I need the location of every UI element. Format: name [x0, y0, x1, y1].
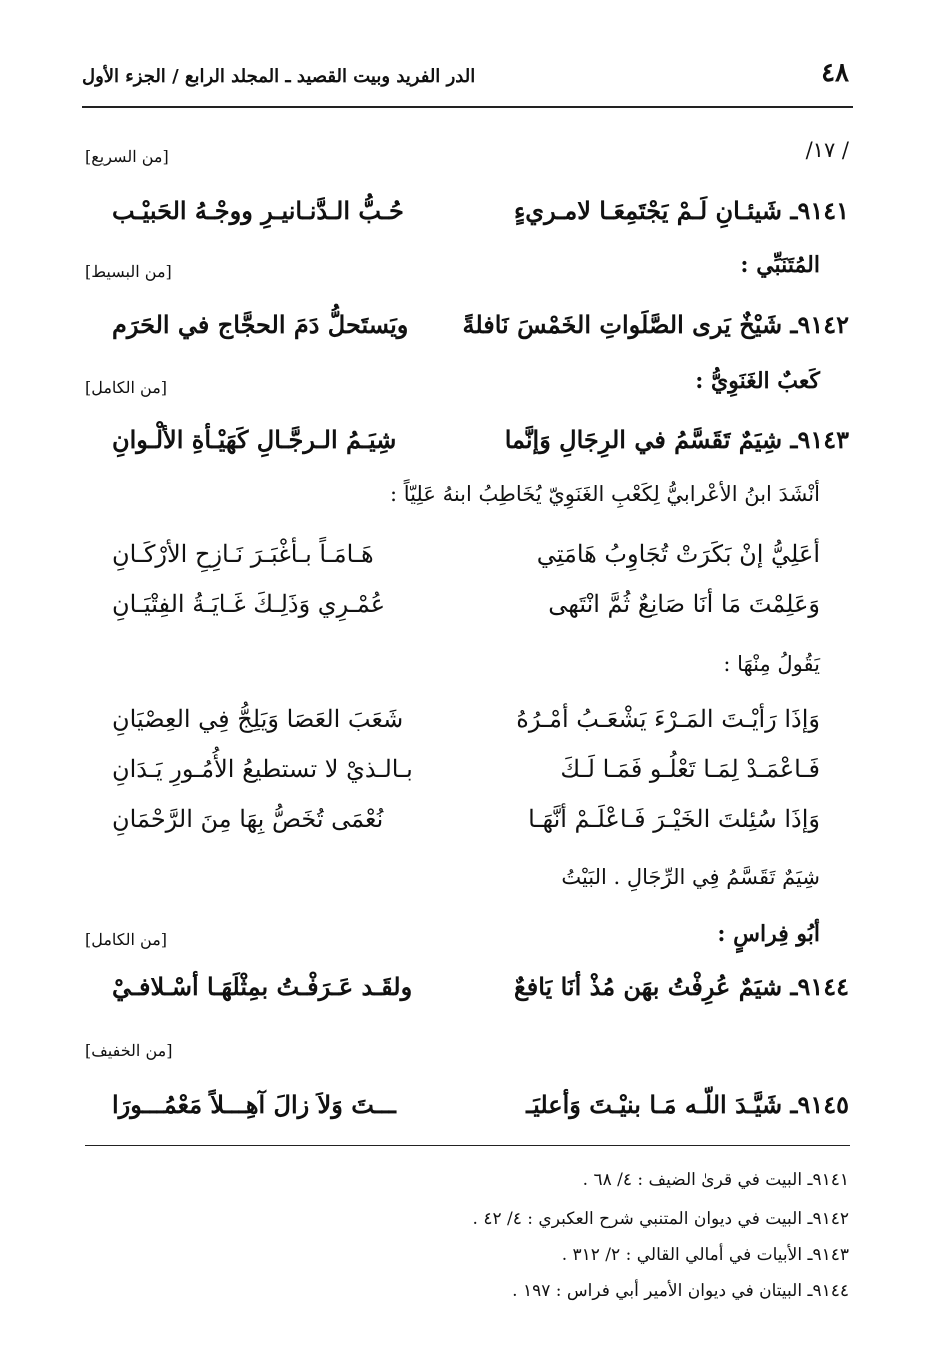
- poem-line-second-hemistich: شَعَبَ العَصَا وَيَلِجُّ فِي العِصْيَانِ: [112, 705, 404, 733]
- footnote: ٩١٤١ـ البيت في قرىٰ الضيف : ٤/ ٦٨ .: [582, 1170, 849, 1190]
- poem-line-first-hemistich: أعَلِيُّ إنْ بَكَرَتْ تُجَاوِبُ هَامَتِي: [536, 540, 820, 568]
- verse-9145-second-hemistich: ـــتَ وَلاَ زالَ آهِـــلاً مَعْمُـــورَا: [112, 1090, 396, 1119]
- meter-label: [من السريع]: [85, 147, 169, 166]
- meter-label: [من البسيط]: [85, 262, 172, 281]
- verse-9145-first-hemistich: ٩١٤٥ـ شَيَّـدَ اللّـه مَـا بنيْـتَ وَأعليَـ: [526, 1090, 849, 1119]
- narration: أنْشَدَ ابنُ الأعْرابيُّ لِكَعْبِ الغَنَوِيّ يُخَاطِبُ ابنهُ عَلِيّاً :: [389, 482, 820, 506]
- running-title: الدر الفريد وبيت القصيد ـ المجلد الرابع / الجزء الأول: [82, 66, 476, 87]
- poem-line-first-hemistich: فَـاعْمَـدْ لِمَـا تَعْلُـو فَمَـا لَـكَ: [560, 755, 820, 783]
- poem-line-second-hemistich: عُمْـرِي وَذَلِـكَ غَـايَـةُ الفِتْيَـانِ: [112, 590, 386, 618]
- narration: يَقُولُ مِنْهَا :: [723, 652, 820, 676]
- narration: شِيَمٌ تَقَسَّمُ فِي الرِّجَالِ . البَيْتُ: [561, 865, 820, 889]
- footnote: ٩١٤٤ـ البيتان في ديوان الأمير أبي فراس : ١٩٧ .: [512, 1281, 849, 1301]
- footnote-rule: [85, 1145, 850, 1146]
- verse-9143-first-hemistich: ٩١٤٣ـ شِيَمٌ تَقَسَّمُ في الرِجَالِ وَإنَّما: [504, 425, 849, 454]
- verse-9141-first-hemistich: ٩١٤١ـ شَيئـانِ لَـمْ يَجْتَمِعَـا لامـريءٍ: [514, 196, 849, 225]
- meter-label: [من الخفيف]: [85, 1041, 173, 1060]
- footnote: ٩١٤٢ـ البيت في ديوان المتنبي شرح العكبري : ٤/ ٤٢ .: [472, 1209, 849, 1229]
- verse-9142-first-hemistich: ٩١٤٢ـ شَيْخٌ يَرى الصَّلَواتِ الخَمْسَ نَافلةً: [462, 310, 849, 339]
- continuation-mark: / ١٧/: [805, 138, 849, 162]
- verse-9142-second-hemistich: ويَستَحلُّ دَمَ الحجَّاج في الحَرَم: [112, 310, 409, 339]
- poem-line-first-hemistich: وَعَلِمْتَ مَا أنَا صَانِعٌ ثُمَّ انْتَهى: [548, 590, 820, 618]
- poet-name: أبُو فِراسٍ :: [717, 921, 820, 947]
- poem-line-first-hemistich: وَإذَا رَأيْـتَ المَـرْءَ يَشْعَـبُ أمْـرُهُ: [516, 705, 820, 733]
- meter-label: [من الكامل]: [85, 378, 168, 397]
- page-number: ٤٨: [821, 58, 849, 88]
- meter-label: [من الكامل]: [85, 930, 168, 949]
- verse-9144-second-hemistich: ولقَـد عَـرَفْـتُ بمِثْلَهَـا أسْـلافـيْ: [112, 972, 413, 1001]
- poem-line-second-hemistich: هَـامَـاً بـأغْبَـرَ نَـازِحِ الأرْكَـانِ: [112, 540, 374, 568]
- poem-line-second-hemistich: نُعْمَى تُخَصُّ بِهَا مِنَ الرَّحْمَانِ: [112, 805, 384, 833]
- verse-9143-second-hemistich: شِيَـمُ الـرجَّـالِ كَهَيْـأةِ الألْـوانِ: [112, 425, 397, 454]
- header-rule: [82, 106, 853, 108]
- poem-line-second-hemistich: بـالـذيْ لا تستطيعُ الأُمُـورِ يَـدَانِ: [112, 755, 413, 783]
- footnote: ٩١٤٣ـ الأبيات في أمالي القالي : ٢/ ٣١٢ .: [561, 1245, 849, 1265]
- verse-9144-first-hemistich: ٩١٤٤ـ شيَمٌ عُرِفْتُ بهَن مُذْ أنَا يَافعٌ: [513, 972, 849, 1001]
- poet-name: المُتَنَبِّي :: [740, 252, 820, 278]
- poet-name: كَعبٌ الغَنَوِيُّ :: [695, 368, 820, 394]
- poem-line-first-hemistich: وَإذَا سُئِلتَ الخَيْـرَ فَـاعْلَـمْ أنَّهَـا: [528, 805, 820, 833]
- verse-9141-second-hemistich: حُـبُّ الـدَّنـانيـرِ ووجْـهُ الحَبيْـب: [112, 196, 404, 225]
